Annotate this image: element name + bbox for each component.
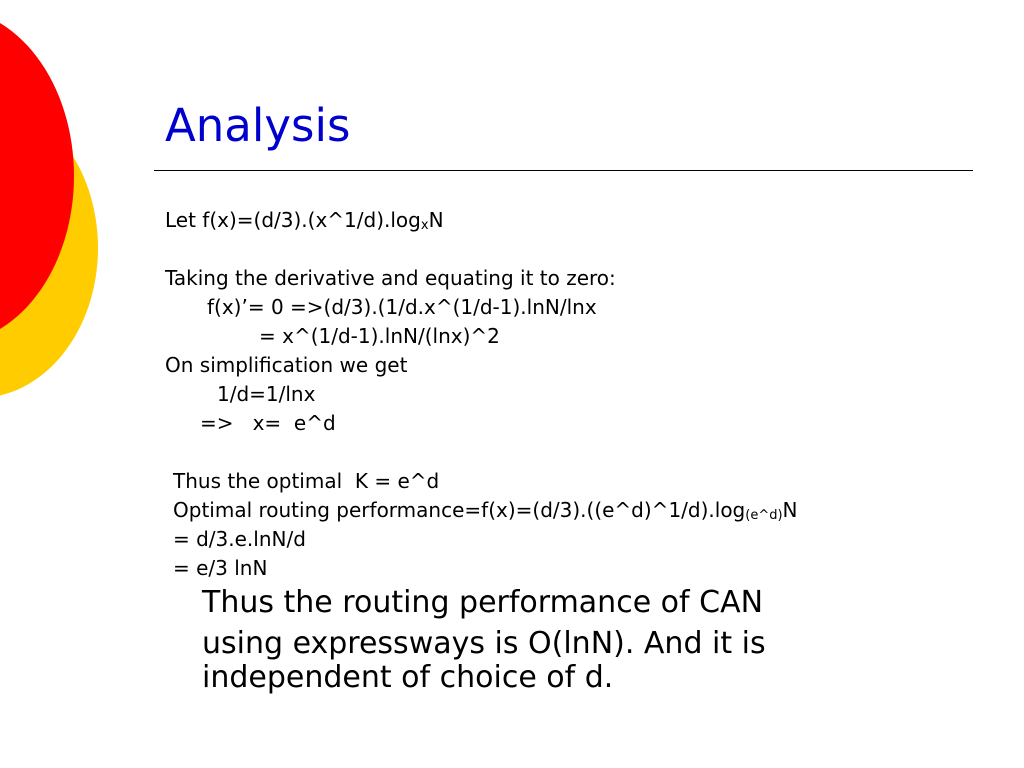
derivative-equation-line: f(x)’= 0 =>(d/3).(1/d.x^(1/d-1).lnN/lnx [207, 295, 597, 319]
slide-title: Analysis [165, 99, 351, 152]
optimal-performance-suffix: N [782, 498, 798, 522]
optimal-performance-line [173, 498, 798, 522]
log-base-subscript: (e^d) [745, 508, 783, 523]
simplification-intro-line: On simplification we get [165, 353, 408, 377]
log-base-subscript: x [420, 218, 429, 233]
let-definition-line [165, 208, 444, 232]
result-line-2: = e/3 lnN [173, 556, 268, 580]
simplification-result-line: => x= e^d [200, 411, 336, 435]
conclusion-line-2: using expressways is O(lnN). And it is [202, 626, 766, 661]
derivative-intro-line: Taking the derivative and equating it to zero: [165, 266, 616, 290]
let-definition-text: Let f(x)=(d/3).(x^1/d).log [165, 208, 421, 232]
optimal-performance-text: Optimal routing performance=f(x)=(d/3).((e^d)^1/d).log [173, 498, 746, 522]
conclusion-line-3: independent of choice of d. [202, 660, 614, 695]
simplification-equation-line: 1/d=1/lnx [217, 382, 316, 406]
optimal-k-line: Thus the optimal K = e^d [173, 469, 440, 493]
derivative-result-line: = x^(1/d-1).lnN/(lnx)^2 [259, 324, 500, 348]
let-definition-suffix: N [428, 208, 444, 232]
result-line-1: = d/3.e.lnN/d [173, 527, 306, 551]
conclusion-line-1: Thus the routing performance of CAN [202, 585, 764, 620]
title-divider [154, 170, 973, 171]
